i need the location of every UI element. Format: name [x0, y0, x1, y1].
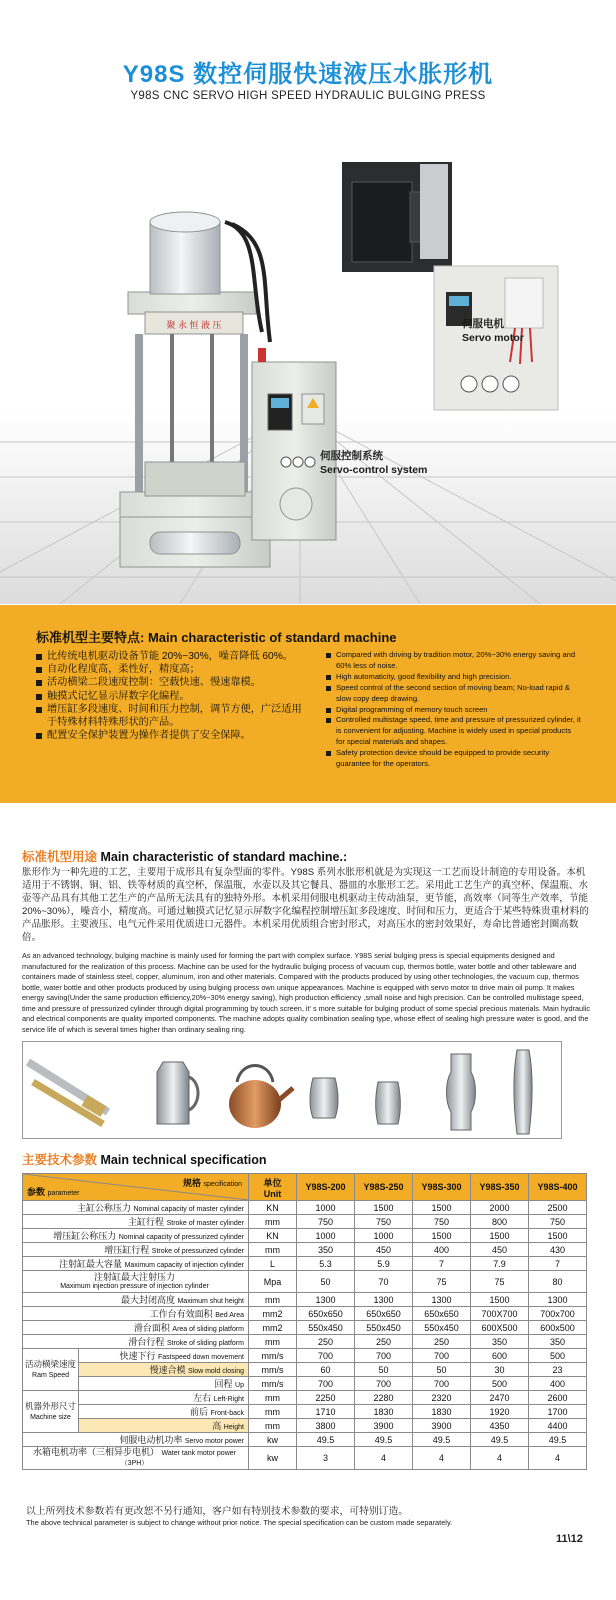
- list-item: High automaticity, good flexibility and high precision.: [326, 672, 582, 683]
- param-value: 1500: [413, 1201, 471, 1215]
- param-name: 增压缸公称压力 Nominal capacity of pressurized cylinder: [23, 1229, 249, 1243]
- characteristics-band: [0, 605, 616, 803]
- param-value: 80: [529, 1271, 587, 1293]
- param-value: 350: [529, 1335, 587, 1349]
- table-row: [23, 1229, 587, 1243]
- param-unit: mm: [249, 1419, 297, 1433]
- characteristics-title: 标准机型主要特点: Main characteristic of standard machine: [36, 630, 397, 645]
- param-value: 7.9: [471, 1257, 529, 1271]
- unit-header: 单位 Unit: [249, 1174, 297, 1201]
- param-value: 30: [471, 1363, 529, 1377]
- param-value: 50: [297, 1271, 355, 1293]
- param-value: 700: [297, 1377, 355, 1391]
- kettle-sample: [229, 1066, 293, 1129]
- param-value: 750: [297, 1215, 355, 1229]
- table-row: [23, 1215, 587, 1229]
- param-unit: mm: [249, 1215, 297, 1229]
- param-value: 1500: [471, 1229, 529, 1243]
- param-value: 1500: [529, 1229, 587, 1243]
- model-header: Y98S-300: [413, 1174, 471, 1201]
- param-value: 700: [297, 1349, 355, 1363]
- param-value: 1000: [297, 1229, 355, 1243]
- table-row: [23, 1363, 587, 1377]
- table-row: [23, 1293, 587, 1307]
- param-value: 750: [355, 1215, 413, 1229]
- list-item: 触摸式记忆显示屏数字化编程。: [36, 690, 306, 703]
- tube-fittings-sample: [28, 1062, 108, 1124]
- param-value: 500: [529, 1349, 587, 1363]
- characteristics-list-zh: [36, 650, 306, 742]
- table-row: [23, 1335, 587, 1349]
- param-value: 550x450: [355, 1321, 413, 1335]
- param-value: 1300: [413, 1293, 471, 1307]
- list-item: Compared with driving by tradition motor, 20%~30% energy saving and 60% less of noise.: [326, 650, 582, 672]
- param-value: 450: [355, 1243, 413, 1257]
- param-value: 1000: [355, 1229, 413, 1243]
- param-unit: mm/s: [249, 1349, 297, 1363]
- param-value: 600X500: [471, 1321, 529, 1335]
- param-unit: mm/s: [249, 1377, 297, 1391]
- table-row: [23, 1405, 587, 1419]
- param-value: 350: [297, 1243, 355, 1257]
- page-number: 11\12: [556, 1533, 583, 1545]
- param-value: 700: [355, 1349, 413, 1363]
- param-value: 49.5: [471, 1433, 529, 1447]
- table-header-row: [23, 1174, 587, 1201]
- param-unit: mm: [249, 1293, 297, 1307]
- param-value: 800: [471, 1215, 529, 1229]
- param-unit: KN: [249, 1201, 297, 1215]
- param-value: 650x650: [355, 1307, 413, 1321]
- table-row: [23, 1271, 587, 1293]
- param-value: 2470: [471, 1391, 529, 1405]
- table-row: [23, 1447, 587, 1470]
- usage-body-zh: 胀形作为一种先进的工艺，主要用于成形具有复杂型面的零件。Y98S 系列水胀形机就是为实现这一工艺而设计制造的专用设备。本机适用于不锈钢、铜、铝、铁等材质的真空杯，保温瓶，水壶以及其它餐具、器皿的水胀形工艺。采用此工艺生产的真空杯、保温瓶、水壶等产品具有其他工艺生产的产品所无法具有的独特外形。本机采用伺服电机驱动主传动油泵，更节能，高效率（同等生产效率，节能 20%~30%），噪音小，精度高。可通过触摸式记忆显示屏数字化编程控制增压缸多段速度、时间和压力，更适合于某些特殊贵重材料的产品胀形。主要液压、电气元件采用优质进口元器件。本机采用优质组合密封形式，对高压水的密封效果好，寿命比普通密封圈高数倍。: [22, 867, 589, 943]
- param-value: 75: [471, 1271, 529, 1293]
- param-value: 400: [529, 1377, 587, 1391]
- param-value: 2280: [355, 1391, 413, 1405]
- param-unit: kw: [249, 1447, 297, 1470]
- param-value: 430: [529, 1243, 587, 1257]
- barrel-sample: [310, 1078, 338, 1118]
- param-unit: mm: [249, 1405, 297, 1419]
- param-name: 回程 Up: [79, 1377, 249, 1391]
- usage-body-en: As an advanced technology, bulging machine is mainly used for forming the part with complex surface. Y98S serial bulging press is special equipments designed and manufactured for the realization of this process. Machine can be used for the hydraulic bulging process of vacuum cup, thermos bottle, water bottle and other tableware and containers made of stainless steel, copper, aluminum, iron and other materials. Compared with the products produced by using other technologies, the vacuum cup, thermos bottle, water bottle and other products produced by using bulging process own unique appearances. Machine is equipped with servo motor to drive main oil pump. It makes energy saving(Under the same production efficiency,20%~30% energy saving), high production efficiency ,small noise and high precision. Can be controlled multistage speed, time and pressure of pressurized cylinder through digital programming by touch screen, it' s more suitable for bulging product of some special precious materials. Main hydraulic and electrical components are quality imported components. The machine adopts quality combination sealing type, whose effect of sealing high pressure water is good, and the service life of which is several times higher than ordinary sealing ring.: [22, 951, 590, 1034]
- usage-title: 标准机型用途 Main characteristic of standard machine.:: [22, 850, 348, 864]
- list-item: 增压缸多段速度、时间和压力控制，调节方便，广泛适用于特殊材料特殊形状的产品。: [36, 703, 306, 729]
- param-value: 4350: [471, 1419, 529, 1433]
- param-value: 600x500: [529, 1321, 587, 1335]
- characteristics-list-en: [326, 650, 582, 770]
- model-header: Y98S-250: [355, 1174, 413, 1201]
- param-unit: mm: [249, 1335, 297, 1349]
- param-name: 增压缸行程 Stroke of pressurized cylinder: [23, 1243, 249, 1257]
- ram-speed-group: 活动横梁速度 Ram Speed: [23, 1349, 79, 1391]
- param-unit: KN: [249, 1229, 297, 1243]
- cup-sample: [376, 1082, 401, 1124]
- param-value: 750: [529, 1215, 587, 1229]
- param-value: 650x650: [413, 1307, 471, 1321]
- param-value: 1830: [355, 1405, 413, 1419]
- list-item: Safety protection device should be equipped to provide security guarantee for the operators.: [326, 748, 582, 770]
- corner-header: 规格 specification 参数 parameter: [23, 1174, 248, 1200]
- param-value: 49.5: [529, 1433, 587, 1447]
- param-unit: Mpa: [249, 1271, 297, 1293]
- list-item: Digital programming of memory touch screen: [326, 705, 582, 716]
- param-unit: mm: [249, 1391, 297, 1405]
- param-value: 2600: [529, 1391, 587, 1405]
- param-value: 650x650: [297, 1307, 355, 1321]
- list-item: Controlled multistage speed, time and pressure of pressurized cylinder, it is convenient for adjusting. Machine is widely used in special products for special materials and shapes.: [326, 715, 582, 748]
- param-value: 3900: [355, 1419, 413, 1433]
- model-header: Y98S-400: [529, 1174, 587, 1201]
- param-value: 2320: [413, 1391, 471, 1405]
- list-item: 配置安全保护装置为操作者提供了安全保障。: [36, 729, 306, 742]
- param-value: 5.9: [355, 1257, 413, 1271]
- param-value: 700X700: [471, 1307, 529, 1321]
- param-value: 4: [471, 1447, 529, 1470]
- spec-table: [22, 1173, 587, 1470]
- param-value: 700: [413, 1349, 471, 1363]
- param-value: 1000: [297, 1201, 355, 1215]
- param-value: 3: [297, 1447, 355, 1470]
- param-unit: mm2: [249, 1321, 297, 1335]
- page-title: Y98S 数控伺服快速液压水胀形机: [122, 61, 494, 88]
- list-item: 活动横梁二段速度控制：空载快速、慢速靠模。: [36, 676, 306, 689]
- machine-nameplate: 聚 永 恒 液 压: [166, 320, 222, 330]
- press-illustration: [0, 112, 616, 604]
- servo-control-label: 伺服控制系统 Servo-control system: [320, 450, 428, 476]
- param-value: 1300: [297, 1293, 355, 1307]
- table-row: [23, 1201, 587, 1215]
- param-value: 500: [471, 1377, 529, 1391]
- param-value: 1500: [355, 1201, 413, 1215]
- spec-title: 主要技术参数 Main technical specification: [22, 1153, 267, 1167]
- param-name: 左右 Left-Right: [79, 1391, 249, 1405]
- list-item: Speed control of the second section of moving beam; No-load rapid & slow copy deep drawing.: [326, 683, 582, 705]
- param-value: 60: [297, 1363, 355, 1377]
- param-unit: L: [249, 1257, 297, 1271]
- param-value: 70: [355, 1271, 413, 1293]
- hero-image: [0, 112, 616, 604]
- param-value: 250: [413, 1335, 471, 1349]
- param-value: 75: [413, 1271, 471, 1293]
- param-value: 2250: [297, 1391, 355, 1405]
- list-item: 自动化程度高，柔性好，精度高；: [36, 663, 306, 676]
- param-value: 4400: [529, 1419, 587, 1433]
- param-name: 最大封闭高度 Maximum shut height: [23, 1293, 249, 1307]
- table-row: [23, 1257, 587, 1271]
- table-row: [23, 1321, 587, 1335]
- param-name: 伺服电动机功率 Servo motor power: [23, 1433, 249, 1447]
- param-value: 1300: [355, 1293, 413, 1307]
- param-value: 1700: [529, 1405, 587, 1419]
- param-value: 50: [413, 1363, 471, 1377]
- table-row: [23, 1419, 587, 1433]
- param-value: 250: [297, 1335, 355, 1349]
- param-value: 350: [471, 1335, 529, 1349]
- spec-body: [23, 1201, 587, 1470]
- param-value: 4: [529, 1447, 587, 1470]
- machine-size-group: 机器外形尺寸 Machine size: [23, 1391, 79, 1433]
- param-value: 600: [471, 1349, 529, 1363]
- param-value: 23: [529, 1363, 587, 1377]
- param-value: 49.5: [413, 1433, 471, 1447]
- footer-note-zh: 以上所列技术参数若有更改恕不另行通知，客户如有特别技术参数的要求，可特别订造。: [26, 1506, 409, 1517]
- param-name: 工作台有效面积 Bed Area: [23, 1307, 249, 1321]
- param-value: 3900: [413, 1419, 471, 1433]
- param-name: 注射缸最大注射压力 Maximum injection pressure of injection cylinder: [23, 1271, 249, 1293]
- param-value: 49.5: [355, 1433, 413, 1447]
- param-value: 3800: [297, 1419, 355, 1433]
- param-name: 主缸公称压力 Nominal capacity of master cylinder: [23, 1201, 249, 1215]
- table-row: [23, 1391, 587, 1405]
- param-value: 250: [355, 1335, 413, 1349]
- param-value: 400: [413, 1243, 471, 1257]
- param-value: 550x450: [297, 1321, 355, 1335]
- thermos-sample: [157, 1062, 198, 1124]
- param-name: 水箱电机功率（三相异步电机） Water tank motor power （3PH）: [23, 1447, 249, 1470]
- table-row: [23, 1377, 587, 1391]
- page-subtitle: Y98S CNC SERVO HIGH SPEED HYDRAULIC BULGING PRESS: [130, 90, 486, 102]
- product-samples: [22, 1041, 562, 1139]
- param-value: 50: [355, 1363, 413, 1377]
- param-value: 700: [413, 1377, 471, 1391]
- param-value: 450: [471, 1243, 529, 1257]
- param-value: 1920: [471, 1405, 529, 1419]
- model-header: Y98S-350: [471, 1174, 529, 1201]
- param-name: 高 Height: [79, 1419, 249, 1433]
- param-value: 1710: [297, 1405, 355, 1419]
- param-unit: mm: [249, 1243, 297, 1257]
- table-row: [23, 1243, 587, 1257]
- servo-motor-label: 伺服电机 Servo motor: [462, 318, 524, 344]
- param-value: 1500: [471, 1293, 529, 1307]
- param-value: 5.3: [297, 1257, 355, 1271]
- table-row: [23, 1349, 587, 1363]
- param-name: 快速下行 Fastspeed down movement: [79, 1349, 249, 1363]
- param-value: 750: [413, 1215, 471, 1229]
- param-name: 注射缸最大容量 Maximum capacity of injection cylinder: [23, 1257, 249, 1271]
- bulged-tube-sample: [447, 1054, 476, 1130]
- param-value: 1300: [529, 1293, 587, 1307]
- table-row: [23, 1307, 587, 1321]
- param-value: 1500: [413, 1229, 471, 1243]
- param-value: 4: [413, 1447, 471, 1470]
- param-unit: mm/s: [249, 1363, 297, 1377]
- param-name: 主缸行程 Stroke of master cylinder: [23, 1215, 249, 1229]
- param-unit: mm2: [249, 1307, 297, 1321]
- param-value: 49.5: [297, 1433, 355, 1447]
- model-header: Y98S-200: [297, 1174, 355, 1201]
- param-name: 前后 Front-back: [79, 1405, 249, 1419]
- param-value: 550x450: [413, 1321, 471, 1335]
- list-item: 比传统电机驱动设备节能 20%~30%，噪音降低 60%。: [36, 650, 306, 663]
- param-unit: kw: [249, 1433, 297, 1447]
- param-value: 7: [413, 1257, 471, 1271]
- param-value: 2000: [471, 1201, 529, 1215]
- param-value: 7: [529, 1257, 587, 1271]
- footer-note-en: The above technical parameter is subject to change without prior notice. The special specification can be custom made separately.: [26, 1518, 453, 1527]
- param-value: 1830: [413, 1405, 471, 1419]
- param-name: 滑台行程 Stroke of sliding platform: [23, 1335, 249, 1349]
- long-bottle-sample: [514, 1050, 532, 1134]
- param-name: 滑台面积 Area of sliding platform: [23, 1321, 249, 1335]
- param-value: 4: [355, 1447, 413, 1470]
- param-value: 2500: [529, 1201, 587, 1215]
- param-value: 700: [355, 1377, 413, 1391]
- param-value: 700x700: [529, 1307, 587, 1321]
- table-row: [23, 1433, 587, 1447]
- param-name: 慢速合模 Slow mold closing: [79, 1363, 249, 1377]
